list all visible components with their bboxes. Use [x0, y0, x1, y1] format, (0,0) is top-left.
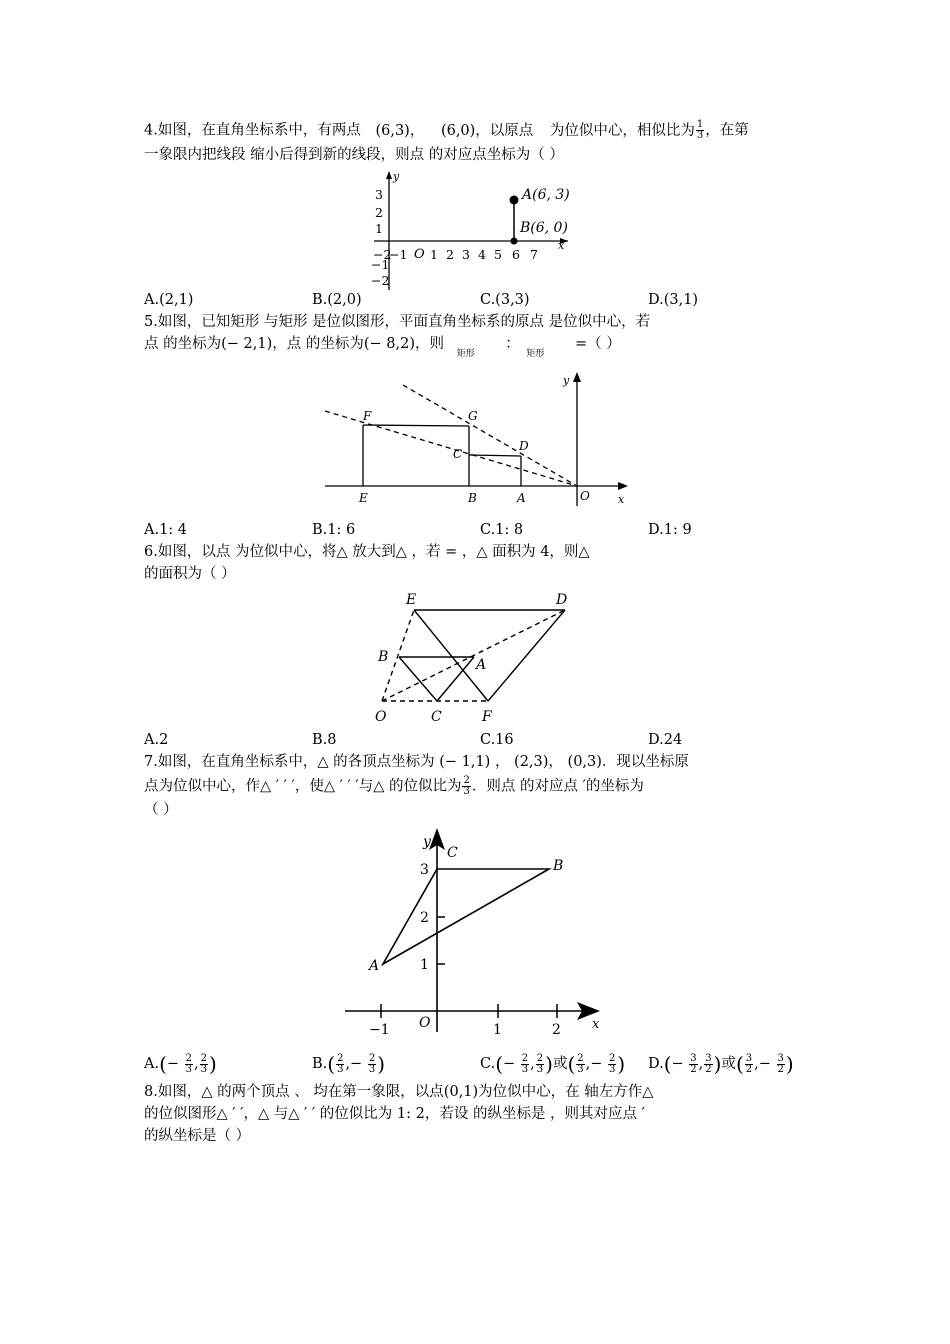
q4-text-c: ，在第 — [705, 122, 749, 139]
q4-line1 — [144, 120, 749, 141]
q4-label-b: B(6, 0) — [520, 220, 568, 236]
q4-yt-m2: −2 — [371, 273, 390, 288]
q7-label-b: B — [553, 858, 564, 874]
q5-sub2: 矩形 — [526, 349, 545, 359]
q7-option-a[interactable]: A.(− $\frac{2}{3}$ , $\frac{2}{3}$ ) — [144, 1052, 217, 1076]
q7-ratio: $\frac{2}{3}$ — [463, 775, 470, 797]
q5-label-c: C — [453, 447, 463, 461]
q7-origin-label: O — [419, 1015, 431, 1031]
q6-line1: 6.如图，以点 为位似中心，将△ 放大到△ ，若 = ，△ 面积为 4，则△ — [144, 544, 590, 560]
q7-option-c[interactable]: C.(− $\frac{2}{3}$ , $\frac{2}{3}$ )或( $\frac{2}{3}$ ,− $\frac{2}{3}$ ) — [480, 1052, 626, 1076]
q7-option-d[interactable]: D.(− $\frac{3}{2}$ , $\frac{3}{2}$ )或( $\frac{3}{2}$ ,− $\frac{3}{2}$ ) — [648, 1052, 794, 1076]
q6-label-c: C — [431, 709, 442, 725]
q4-point-b-dot — [511, 238, 518, 245]
q4-option-a[interactable]: A.(2,1) — [144, 292, 194, 308]
q4-option-c[interactable]: C.(3,3) — [480, 292, 530, 308]
q6-label-f: F — [482, 709, 492, 725]
q7-yt-3: 3 — [420, 862, 429, 878]
q7-y-label: y — [423, 834, 431, 850]
q7-label-c: C — [447, 845, 458, 861]
q4-xt-5: 5 — [494, 247, 502, 262]
q4-ratio: $\frac{1}{3}$ — [696, 119, 704, 141]
q7-yt-1: 1 — [420, 957, 429, 973]
q4-point-b: (6,0)，以原点 — [440, 122, 534, 139]
q4-text-b: 为位似中心，相似比为 — [549, 122, 695, 139]
q4-label-a: A(6, 3) — [522, 187, 570, 203]
q7-line2 — [144, 776, 644, 797]
q5-option-d[interactable]: D.1: 9 — [648, 522, 692, 538]
q4-option-d[interactable]: D.(3,1) — [648, 292, 699, 308]
q5-label-a: A — [517, 491, 526, 505]
q4-xt-6: 6 — [512, 247, 520, 262]
q5-y-label: y — [563, 374, 570, 387]
q5-figure — [320, 368, 640, 513]
q4-xt-7: 7 — [530, 247, 538, 262]
q6-label-e: E — [406, 592, 417, 608]
q5-label-o: O — [580, 489, 590, 503]
q4-figure — [360, 165, 580, 295]
q5-label-f: F — [363, 409, 372, 423]
q6-figure — [370, 588, 580, 728]
q7-text-a: 点为位似中心，作△ ′ ′ ′，使△ ′ ′ ′与△ 的位似比为 — [144, 778, 462, 795]
q4-yt-1: 1 — [375, 221, 383, 236]
q7-option-b[interactable]: B.( $\frac{2}{3}$ ,− $\frac{2}{3}$ ) — [312, 1052, 386, 1076]
q7-figure — [335, 822, 610, 1042]
q5-colon: ： — [505, 336, 520, 352]
q5-option-b[interactable]: B.1: 6 — [312, 522, 356, 538]
q4-yt-2: 2 — [375, 205, 383, 220]
q8-line3: 的纵坐标是（ ） — [144, 1128, 251, 1144]
q7-text-b: ．则点 的对应点 ′的坐标为 — [471, 778, 644, 795]
q5-label-b: B — [468, 491, 477, 505]
q7-xt-2: 2 — [552, 1022, 561, 1038]
q5-label-g: G — [468, 409, 478, 423]
q8-line2: 的位似图形△ ′ ′，△ 与△ ′ ′ 的位似比为 1: 2，若设 的纵坐标是 ，则其对应点 ′ — [144, 1106, 645, 1122]
q6-label-d: D — [556, 592, 568, 608]
q5-option-a[interactable]: A.1: 4 — [144, 522, 188, 538]
q6-label-b: B — [378, 649, 389, 665]
q6-label-o: O — [375, 709, 387, 725]
q5-option-c[interactable]: C.1: 8 — [480, 522, 524, 538]
q4-y-label: y — [393, 170, 400, 183]
q4-option-b[interactable]: B.(2,0) — [312, 292, 362, 308]
q4-xt-m2: −2 — [373, 247, 392, 262]
q5-label-e: E — [359, 491, 368, 505]
q5-line1: 5.如图，已知矩形 与矩形 是位似图形，平面直角坐标系的原点 是位似中心，若 — [144, 314, 651, 330]
q7-x-label: x — [592, 1017, 600, 1032]
q4-xt-3: 3 — [462, 247, 470, 262]
q4-xt-4: 4 — [478, 247, 486, 262]
q7-line1: 7.如图，在直角坐标系中，△ 的各顶点坐标为 (− 1,1) ， (2,3)， (0,3)．现以坐标原 — [144, 754, 689, 770]
q7-xt-m1: −1 — [369, 1022, 390, 1038]
q4-yt-m1: −1 — [371, 257, 390, 272]
q4-yt-3: 3 — [375, 187, 383, 202]
q4-text-a: 4.如图，在直角坐标系中，有两点 — [144, 122, 361, 139]
q4-line2: 一象限内把线段 缩小后得到新的线段，则点 的对应点坐标为（ ） — [144, 147, 564, 163]
q5-text-b: =（ ） — [574, 336, 621, 352]
q5-x-label: x — [618, 493, 625, 506]
q4-xt-m1: −1 — [389, 247, 408, 262]
q5-label-d: D — [519, 439, 529, 453]
q6-option-c[interactable]: C.16 — [480, 732, 514, 748]
q4-xt-2: 2 — [446, 247, 454, 262]
q7-label-a: A — [369, 958, 380, 974]
q7-yt-2: 2 — [420, 910, 429, 926]
q4-xt-1: 1 — [430, 247, 438, 262]
q4-origin-label: O — [414, 247, 425, 262]
q7-line3: （ ） — [144, 802, 178, 818]
q4-point-a-dot — [510, 196, 519, 205]
q6-option-a[interactable]: A.2 — [144, 732, 169, 748]
q6-option-d[interactable]: D.24 — [648, 732, 683, 748]
q5-text-a: 点 的坐标为(− 2,1)，点 的坐标为(− 8,2)，则 — [144, 336, 444, 352]
q4-point-a: (6,3)， — [375, 122, 425, 139]
q5-line2 — [144, 334, 621, 359]
q5-sub1: 矩形 — [456, 349, 475, 359]
q8-line1: 8.如图，△ 的两个顶点 、 均在第一象限，以点(0,1)为位似中心，在 轴左方作△ — [144, 1084, 654, 1100]
q6-line2: 的面积为（ ） — [144, 566, 236, 582]
q6-option-b[interactable]: B.8 — [312, 732, 337, 748]
q7-xt-1: 1 — [493, 1022, 502, 1038]
q6-label-a: A — [476, 657, 487, 673]
q4-x-label: x — [558, 239, 565, 252]
